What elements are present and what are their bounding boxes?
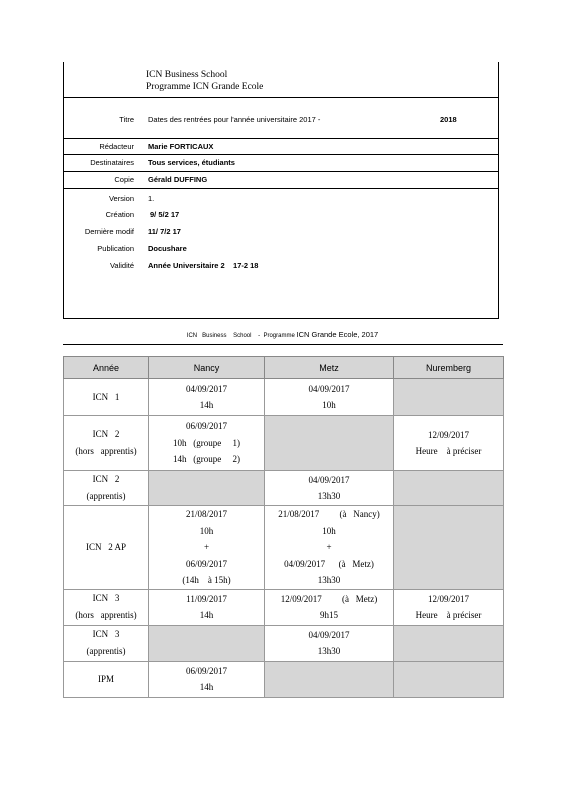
cell-nuremberg [394, 379, 504, 416]
column-header-metz: Metz [265, 357, 394, 379]
cell-annee [64, 661, 149, 697]
titre-value: Dates des rentrées pour l'année universitaire 2017 - [148, 115, 321, 124]
org-name: ICN Business School [146, 70, 228, 80]
creation-value: 9/ 5/2 17 [150, 210, 180, 219]
column-header-nancy: Nancy [149, 357, 265, 379]
cell-nuremberg [394, 506, 504, 590]
document-header [63, 62, 499, 319]
cell-line: + [326, 542, 332, 552]
cell-metz [265, 661, 394, 697]
cell-line: (hors apprentis) [75, 610, 137, 620]
cell-nancy [149, 589, 265, 625]
validite-label: Validité [109, 261, 134, 270]
separator-line [63, 344, 503, 345]
cell-metz [265, 416, 394, 471]
cell-line: 10h (groupe 1) [173, 437, 240, 448]
titre-year: 2018 [440, 115, 457, 124]
cell-nancy [149, 416, 265, 471]
footer-part2: ICN Grande Ecole, 2017 [296, 330, 379, 339]
cell-line: ICN 3 [92, 593, 120, 603]
cell-line: (14h à 15h) [182, 575, 231, 585]
cell-nuremberg [394, 471, 504, 506]
cell-line: 14h [199, 610, 214, 620]
cell-nuremberg [394, 589, 504, 625]
publication-label: Publication [97, 244, 134, 253]
cell-line: (hors apprentis) [75, 446, 137, 456]
cell-line: 04/09/2017 [308, 629, 350, 640]
cell-line: ICN 2 [92, 429, 120, 439]
cell-metz [265, 589, 394, 625]
cell-line: 14h (groupe 2) [173, 454, 240, 465]
destinataires-label: Destinataires [90, 158, 134, 167]
divider [64, 171, 498, 172]
cell-line: 06/09/2017 [185, 665, 227, 676]
cell-line: IPM [97, 673, 114, 684]
program-name: Programme ICN Grande Ecole [146, 82, 264, 92]
cell-nuremberg [394, 416, 504, 471]
divider [64, 97, 498, 98]
cell-line: ICN 1 [92, 391, 120, 402]
cell-annee [64, 506, 149, 590]
cell-line: 9h15 [320, 610, 338, 620]
table-row [64, 416, 504, 471]
cell-line: 13h30 [317, 646, 341, 656]
divider [64, 138, 498, 139]
copie-label: Copie [114, 175, 134, 184]
cell-line: 13h30 [317, 491, 341, 501]
cell-metz [265, 379, 394, 416]
cell-line: Heure à préciser [415, 446, 482, 456]
table-row [64, 471, 504, 506]
redacteur-label: Rédacteur [99, 142, 134, 151]
copie-value: Gérald DUFFING [148, 175, 208, 184]
cell-annee [64, 379, 149, 416]
cell-line: 12/09/2017 (à Metz) [280, 593, 378, 604]
cell-metz [265, 506, 394, 590]
modif-value: 11/ 7/2 17 [148, 227, 181, 236]
divider [64, 188, 498, 189]
cell-line: 21/08/2017 [185, 509, 227, 519]
schedule-table [63, 356, 504, 698]
cell-nuremberg [394, 661, 504, 697]
cell-line: 06/09/2017 [185, 421, 227, 432]
cell-metz [265, 471, 394, 506]
publication-value: Docushare [148, 244, 187, 253]
cell-line: + [203, 542, 210, 552]
cell-line: 12/09/2017 [427, 429, 469, 440]
cell-line: ICN 3 [92, 629, 120, 639]
column-header-nuremberg: Nuremberg [394, 357, 504, 379]
table-row [64, 625, 504, 661]
cell-metz [265, 625, 394, 661]
cell-line: 04/09/2017 (à Metz) [284, 558, 374, 569]
cell-nuremberg [394, 625, 504, 661]
cell-nancy [149, 471, 265, 506]
cell-nancy [149, 625, 265, 661]
cell-line: 04/09/2017 [185, 383, 227, 394]
cell-nancy [149, 661, 265, 697]
cell-line: 10h [322, 400, 336, 410]
version-value: 1. [148, 194, 155, 203]
divider [64, 154, 498, 155]
cell-line: Heure à préciser [415, 610, 482, 620]
cell-annee [64, 416, 149, 471]
cell-line: 06/09/2017 [185, 558, 227, 569]
cell-line: ICN 2 AP [85, 541, 126, 552]
destinataires-value: Tous services, étudiants [148, 158, 235, 167]
footer-part1: ICN Business School - Programme [186, 333, 295, 339]
validite-value: Année Universitaire 2 17-2 18 [148, 261, 259, 270]
table-row [64, 661, 504, 697]
cell-line: (apprentis) [86, 646, 126, 656]
cell-line: 14h [199, 682, 214, 692]
cell-line: 11/09/2017 [186, 593, 227, 604]
titre-label: Titre [119, 115, 134, 124]
cell-line: (apprentis) [86, 491, 126, 501]
cell-line: 10h [322, 525, 336, 536]
cell-line: 12/09/2017 [427, 593, 469, 604]
cell-nancy [149, 379, 265, 416]
page-footer [0, 330, 565, 339]
creation-label: Création [105, 210, 134, 219]
cell-line: 14h [199, 400, 214, 410]
table-body [64, 379, 504, 698]
table-row [64, 589, 504, 625]
redacteur-value: Marie FORTICAUX [148, 142, 214, 151]
cell-annee [64, 471, 149, 506]
cell-line: 04/09/2017 [308, 474, 350, 485]
table-header-row [64, 357, 504, 379]
column-header-annee: Année [64, 357, 149, 379]
modif-label: Dernière modif [84, 227, 134, 236]
cell-line: 13h30 [317, 575, 341, 585]
cell-annee [64, 625, 149, 661]
cell-line: 10h [199, 525, 214, 536]
cell-line: 21/08/2017 (à Nancy) [278, 509, 380, 519]
cell-line: 04/09/2017 [308, 383, 350, 394]
table-row [64, 506, 504, 590]
version-label: Version [108, 194, 134, 203]
table-row [64, 379, 504, 416]
cell-line: ICN 2 [92, 474, 120, 484]
cell-nancy [149, 506, 265, 590]
cell-annee [64, 589, 149, 625]
